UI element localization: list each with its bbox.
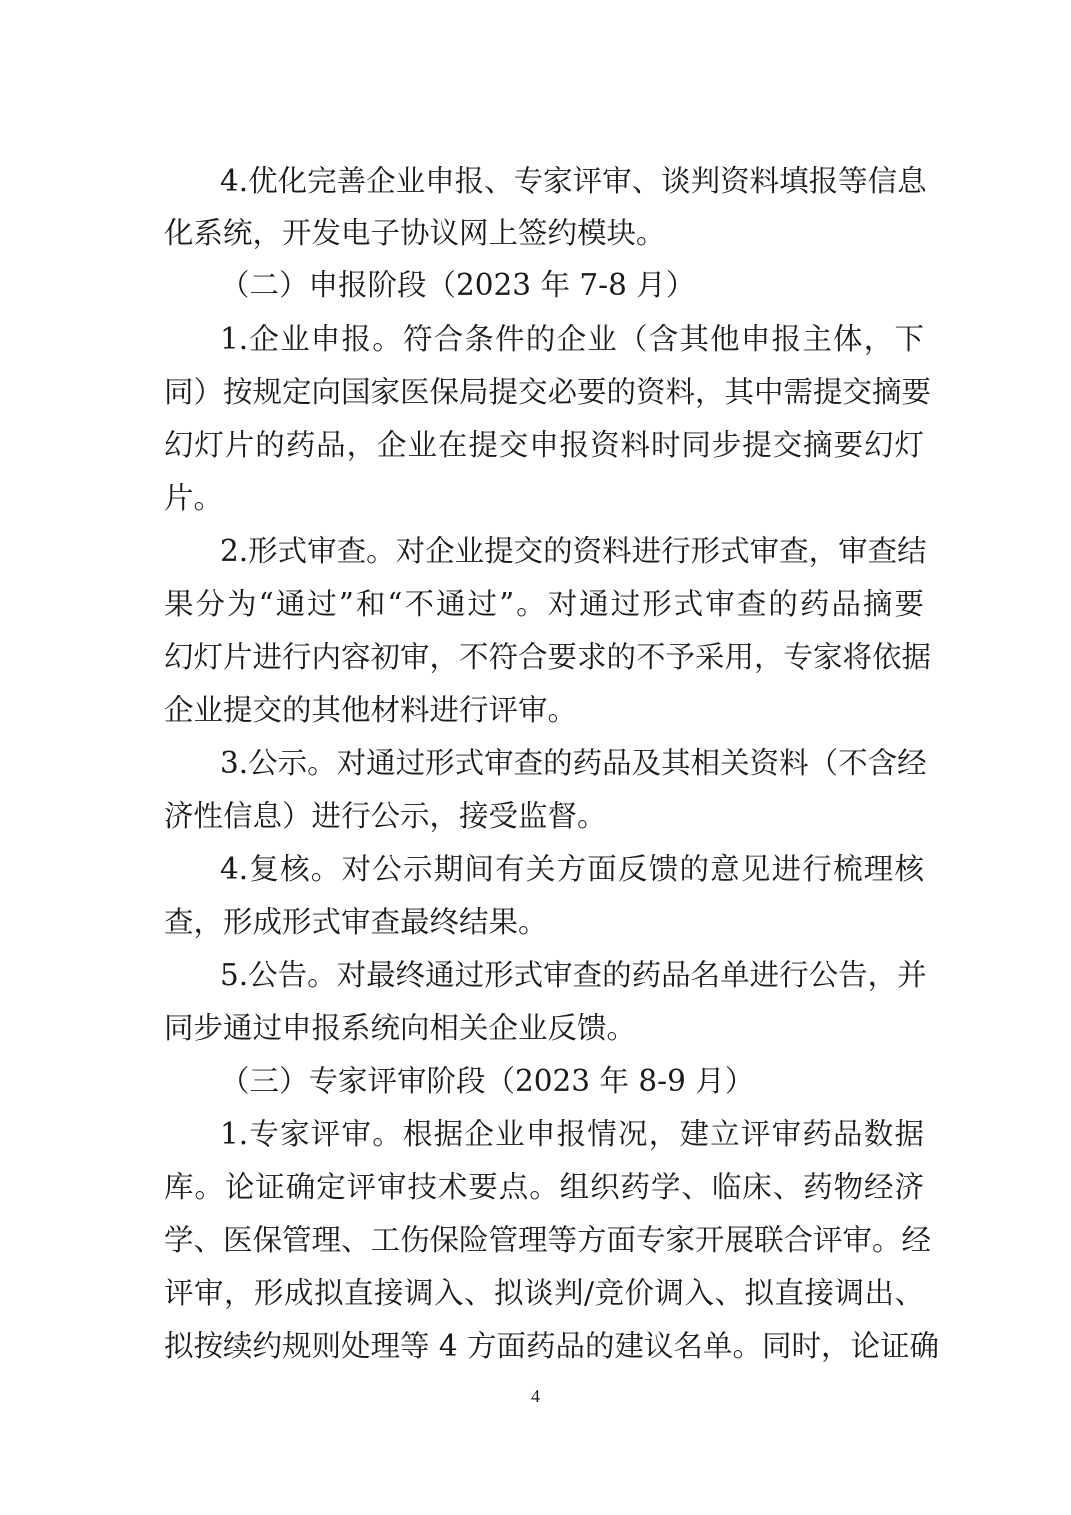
section-heading: （二）申报阶段（2023 年 7-8 月）	[220, 268, 696, 302]
paragraph-line: 片。	[164, 481, 224, 515]
paragraph-line: 1.企业申报。符合条件的企业（含其他申报主体，下	[220, 322, 924, 356]
paragraph-line: 评审，形成拟直接调入、拟谈判/竞价调入、拟直接调出、	[164, 1276, 924, 1310]
paragraph-line: 4.复核。对公示期间有关方面反馈的意见进行梳理核	[220, 852, 924, 886]
paragraph-line: 企业提交的其他材料进行评审。	[164, 693, 578, 727]
paragraph-line: 查，形成形式审查最终结果。	[164, 905, 548, 939]
paragraph-line: 拟按续约规则处理等 4 方面药品的建议名单。同时，论证确	[164, 1329, 940, 1363]
paragraph-line: 2.形式审查。对企业提交的资料进行形式审查，审查结	[220, 534, 927, 568]
paragraph-line: 3.公示。对通过形式审查的药品及其相关资料（不含经	[220, 746, 927, 780]
paragraph-line: 同）按规定向国家医保局提交必要的资料，其中需提交摘要	[164, 375, 932, 409]
paragraph-line: 果分为“通过”和“不通过”。对通过形式审查的药品摘要	[164, 587, 924, 621]
paragraph-line: 幻灯片的药品，企业在提交申报资料时同步提交摘要幻灯	[164, 428, 924, 462]
paragraph-line: 1.专家评审。根据企业申报情况，建立评审药品数据	[220, 1117, 924, 1151]
section-heading: （三）专家评审阶段（2023 年 8-9 月）	[220, 1064, 755, 1098]
paragraph-line: 济性信息）进行公示，接受监督。	[164, 799, 607, 833]
page-number: 4	[531, 1386, 540, 1406]
paragraph-line: 同步通过申报系统向相关企业反馈。	[164, 1011, 637, 1045]
paragraph-line: 学、医保管理、工伤保险管理等方面专家开展联合评审。经	[164, 1223, 932, 1257]
paragraph-line: 化系统，开发电子协议网上签约模块。	[164, 216, 666, 250]
paragraph-line: 库。论证确定评审技术要点。组织药学、临床、药物经济	[164, 1170, 924, 1204]
paragraph-line: 5.公告。对最终通过形式审查的药品名单进行公告，并	[220, 958, 927, 992]
paragraph-line: 4.优化完善企业申报、专家评审、谈判资料填报等信息	[220, 164, 927, 198]
paragraph-line: 幻灯片进行内容初审，不符合要求的不予采用，专家将依据	[164, 640, 932, 674]
